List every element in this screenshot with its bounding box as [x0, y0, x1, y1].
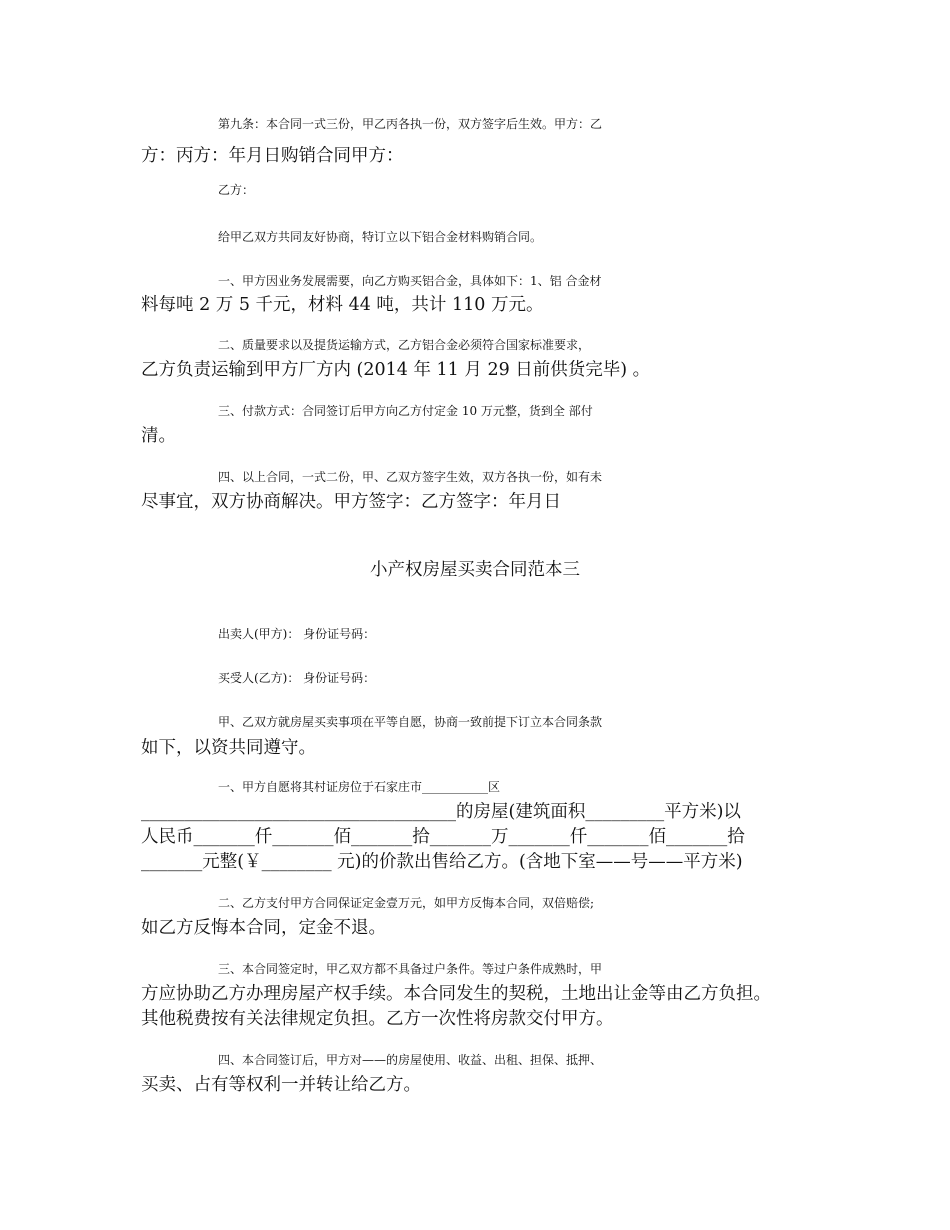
- paragraph-line: 四、本合同签订后，甲方对——的房屋使用、收益、出租、担保、抵押、: [218, 1053, 603, 1067]
- paragraph-line: 买卖、占有等权利一并转让给乙方。: [141, 1075, 421, 1095]
- seller-line: 出卖人(甲方)： 身份证号码：: [218, 627, 376, 641]
- paragraph-line: 料每吨 2 万 5 千元，材料 44 吨，共计 110 万元。: [141, 295, 544, 315]
- paragraph-line: ____________________________________的房屋(建筑面积_________平方米)以: [141, 802, 741, 822]
- paragraph-line: 第九条：本合同一式三份，甲乙丙各执一份，双方签字后生效。甲方：乙: [218, 117, 603, 131]
- paragraph-line: 方应协助乙方办理房屋产权手续。本合同发生的契税，土地出让金等由乙方负担。: [141, 984, 771, 1004]
- paragraph-line: _______元整(￥________ 元)的价款出售给乙方。(含地下室——号——平方米): [141, 852, 743, 872]
- document-title: 小产权房屋买卖合同范本三: [370, 560, 580, 580]
- paragraph-line: 二、乙方支付甲方合同保证定金壹万元，如甲方反悔本合同，双倍赔偿;: [218, 896, 595, 910]
- paragraph-line: 如下，以资共同遵守。: [141, 738, 316, 758]
- paragraph-line: 人民币_______仟_______佰_______拾_______万_______仟_______佰_______拾: [141, 827, 745, 847]
- paragraph-line: 四、以上合同，一式二份，甲、乙双方签字生效，双方各执一份，如有未: [218, 470, 603, 484]
- paragraph-line: 方：丙方：年月日购销合同甲方：: [141, 146, 404, 166]
- paragraph-line: 如乙方反悔本合同，定金不退。: [141, 918, 386, 938]
- paragraph-line: 乙方负责运输到甲方厂方内 (2014 年 11 月 29 日前供货完毕) 。: [141, 360, 651, 380]
- paragraph-line: 三、付款方式：合同签订后甲方向乙方付定金 10 万元整，货到全 部付: [218, 404, 593, 418]
- paragraph-line: 甲、乙双方就房屋买卖事项在平等自愿，协商一致前提下订立本合同条款: [218, 715, 603, 729]
- paragraph-line: 清。: [141, 426, 176, 446]
- paragraph-line: 三、本合同签定时，甲乙双方都不具备过户条件。等过户条件成熟时，甲: [218, 962, 603, 976]
- paragraph-line: 尽事宜，双方协商解决。甲方签字：乙方签字：年月日: [141, 492, 561, 512]
- paragraph-line: 乙方：: [218, 183, 255, 197]
- paragraph-line: 给甲乙双方共同友好协商，特订立以下铝合金材料购销合同。: [218, 230, 543, 244]
- paragraph-line: 一、甲方自愿将其村证房位于石家庄市___________区: [218, 780, 501, 794]
- paragraph-line: 二、质量要求以及提货运输方式，乙方铝合金必须符合国家标准要求，: [218, 338, 591, 352]
- paragraph-line: 一、甲方因业务发展需要，向乙方购买铝合金，具体如下：1、铝 合金材: [218, 274, 602, 288]
- paragraph-line: 其他税费按有关法律规定负担。乙方一次性将房款交付甲方。: [141, 1009, 614, 1029]
- buyer-line: 买受人(乙方)： 身份证号码：: [218, 671, 376, 685]
